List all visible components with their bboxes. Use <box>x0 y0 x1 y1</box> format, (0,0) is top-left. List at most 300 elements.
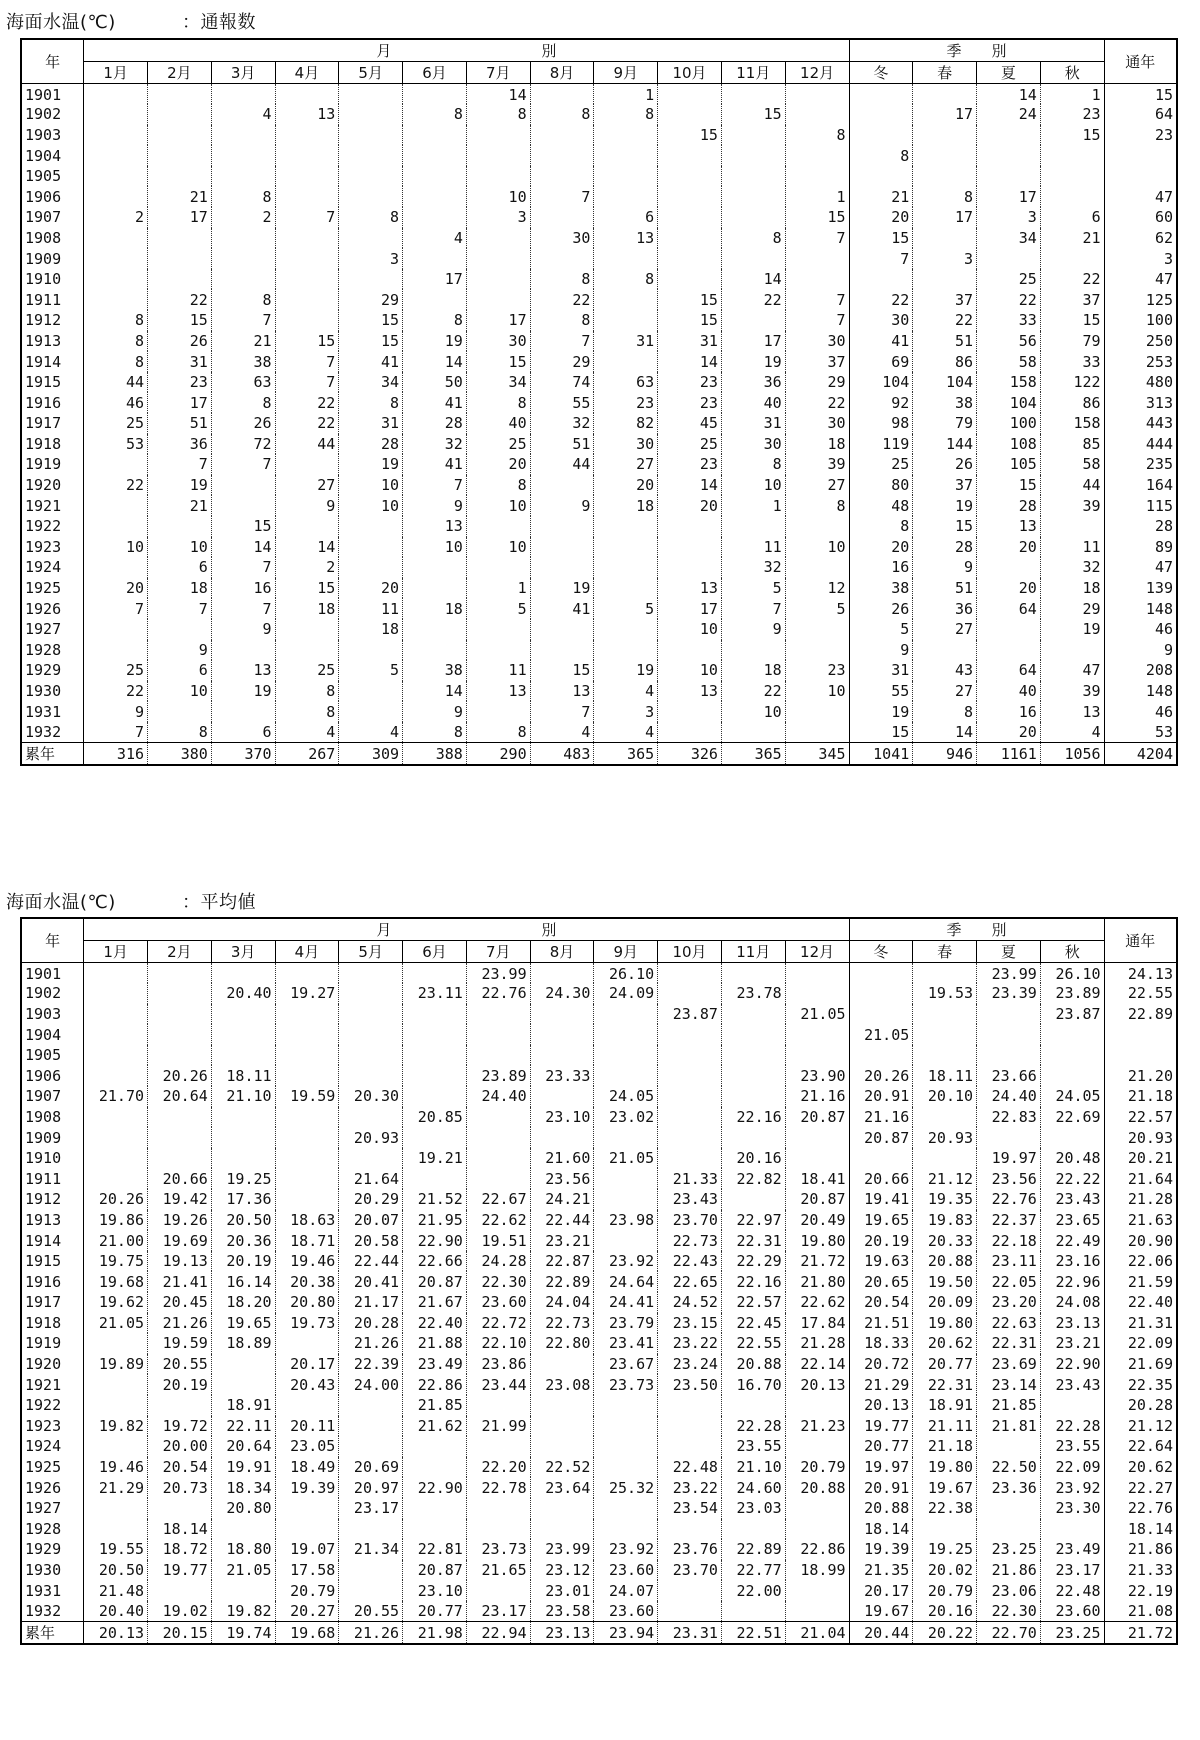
season-cell: 17 <box>913 207 977 228</box>
year-cell: 1905 <box>21 166 84 187</box>
month-cell: 51 <box>148 413 212 434</box>
month-cell: 7 <box>211 557 275 578</box>
month-cell: 20.30 <box>339 1086 403 1107</box>
month-cell: 25.32 <box>594 1477 658 1498</box>
month-cell: 13 <box>594 228 658 249</box>
month-cell <box>530 1127 594 1148</box>
month-cell <box>148 1395 212 1416</box>
month-cell: 8 <box>211 186 275 207</box>
season-cell: 21.86 <box>977 1560 1041 1581</box>
season-cell: 20.66 <box>849 1168 913 1189</box>
month-cell: 22.51 <box>721 1622 785 1645</box>
season-cell <box>913 1024 977 1045</box>
year-cell: 1922 <box>21 1395 84 1416</box>
season-cell <box>977 557 1041 578</box>
month-cell: 30 <box>594 434 658 455</box>
month-cell <box>721 1086 785 1107</box>
season-header: 春 <box>913 62 977 84</box>
month-cell <box>658 145 722 166</box>
annual-cell: 47 <box>1104 269 1177 290</box>
month-cell: 18.80 <box>211 1539 275 1560</box>
month-cell: 63 <box>211 372 275 393</box>
month-header: 7月 <box>466 62 530 84</box>
table-row <box>21 1560 1177 1581</box>
year-cell: 1913 <box>21 1210 84 1231</box>
month-cell: 21.28 <box>785 1333 849 1354</box>
month-cell: 18.89 <box>211 1333 275 1354</box>
month-cell: 20.93 <box>339 1127 403 1148</box>
month-cell <box>275 1024 339 1045</box>
annual-cell: 100 <box>1104 310 1177 331</box>
season-cell: 23.17 <box>1040 1560 1104 1581</box>
table-row <box>21 125 1177 146</box>
season-header: 冬 <box>849 941 913 963</box>
year-cell: 1914 <box>21 351 84 372</box>
month-cell <box>148 166 212 187</box>
month-cell: 9 <box>148 640 212 661</box>
month-cell <box>658 1580 722 1601</box>
season-cell: 23.43 <box>1040 1374 1104 1395</box>
year-cell: 1902 <box>21 983 84 1004</box>
table-row <box>21 1065 1177 1086</box>
month-cell: 5 <box>339 660 403 681</box>
month-cell <box>658 1045 722 1066</box>
season-cell <box>1040 186 1104 207</box>
month-cell: 8 <box>466 392 530 413</box>
month-cell <box>275 454 339 475</box>
month-cell: 39 <box>785 454 849 475</box>
month-cell: 22.45 <box>721 1313 785 1334</box>
annual-cell: 22.89 <box>1104 1004 1177 1025</box>
month-cell: 31 <box>594 331 658 352</box>
month-cell: 19.13 <box>148 1251 212 1272</box>
month-cell <box>403 84 467 105</box>
season-cell: 21.29 <box>849 1374 913 1395</box>
season-cell: 21.12 <box>913 1168 977 1189</box>
annual-cell: 23 <box>1104 125 1177 146</box>
annual-cell: 60 <box>1104 207 1177 228</box>
month-cell: 21.05 <box>594 1148 658 1169</box>
month-group-header: 月 別 <box>84 39 849 62</box>
table-row <box>21 537 1177 558</box>
month-cell: 23.17 <box>466 1601 530 1622</box>
month-cell: 23.43 <box>658 1189 722 1210</box>
month-cell: 19.59 <box>148 1333 212 1354</box>
annual-cell: 164 <box>1104 475 1177 496</box>
table-row <box>21 1416 1177 1437</box>
month-cell: 2 <box>84 207 148 228</box>
month-cell <box>530 1086 594 1107</box>
season-cell: 20.65 <box>849 1271 913 1292</box>
month-cell <box>785 1580 849 1601</box>
season-header: 秋 <box>1040 62 1104 84</box>
month-cell: 7 <box>84 598 148 619</box>
month-cell: 27 <box>785 475 849 496</box>
month-cell: 23.99 <box>466 963 530 984</box>
season-cell: 15 <box>849 228 913 249</box>
season-cell: 85 <box>1040 434 1104 455</box>
year-cell: 1914 <box>21 1230 84 1251</box>
season-cell: 20.26 <box>849 1065 913 1086</box>
month-cell: 10 <box>785 537 849 558</box>
month-cell <box>785 1127 849 1148</box>
means-title-text: 海面水温(℃) <box>6 892 116 913</box>
month-cell: 19.46 <box>275 1251 339 1272</box>
month-cell <box>721 516 785 537</box>
annual-cell: 444 <box>1104 434 1177 455</box>
month-cell: 22.97 <box>721 1210 785 1231</box>
annual-cell: 47 <box>1104 186 1177 207</box>
annual-cell: 20.21 <box>1104 1148 1177 1169</box>
table-row <box>21 1148 1177 1169</box>
month-cell <box>721 1127 785 1148</box>
month-cell: 13 <box>275 104 339 125</box>
month-cell: 22.00 <box>721 1580 785 1601</box>
month-cell: 22.89 <box>530 1271 594 1292</box>
month-cell: 10 <box>466 186 530 207</box>
season-cell: 20.88 <box>849 1498 913 1519</box>
month-cell: 18.49 <box>275 1457 339 1478</box>
month-cell: 21.65 <box>466 1560 530 1581</box>
month-cell: 19.68 <box>84 1271 148 1292</box>
month-cell: 8 <box>530 269 594 290</box>
month-cell: 24.21 <box>530 1189 594 1210</box>
month-cell: 15 <box>658 289 722 310</box>
month-cell: 21.34 <box>339 1539 403 1560</box>
month-cell <box>721 722 785 743</box>
season-cell: 23.11 <box>977 1251 1041 1272</box>
season-cell <box>977 145 1041 166</box>
month-cell: 9 <box>530 495 594 516</box>
month-cell <box>466 1148 530 1169</box>
month-cell <box>339 1416 403 1437</box>
month-cell <box>211 1127 275 1148</box>
month-cell <box>658 269 722 290</box>
month-cell <box>148 1580 212 1601</box>
month-cell: 72 <box>211 434 275 455</box>
month-cell: 23.79 <box>594 1313 658 1334</box>
season-cell <box>913 1045 977 1066</box>
month-cell: 10 <box>466 537 530 558</box>
month-cell: 17 <box>148 392 212 413</box>
month-cell: 22.86 <box>785 1539 849 1560</box>
month-cell: 55 <box>530 392 594 413</box>
month-cell: 8 <box>211 392 275 413</box>
year-cell: 1907 <box>21 1086 84 1107</box>
month-cell <box>658 1436 722 1457</box>
month-cell: 19.26 <box>148 1210 212 1231</box>
month-cell <box>211 1354 275 1375</box>
season-cell <box>1040 166 1104 187</box>
month-cell <box>530 963 594 984</box>
year-cell: 1930 <box>21 681 84 702</box>
month-cell: 20.97 <box>339 1477 403 1498</box>
month-cell: 23.21 <box>530 1230 594 1251</box>
season-cell: 19.97 <box>977 1148 1041 1169</box>
month-cell: 21.70 <box>84 1086 148 1107</box>
season-cell: 32 <box>1040 557 1104 578</box>
season-cell: 20.87 <box>849 1127 913 1148</box>
month-cell <box>84 1107 148 1128</box>
annual-cell: 22.55 <box>1104 983 1177 1004</box>
month-cell <box>466 1127 530 1148</box>
month-cell: 45 <box>658 413 722 434</box>
month-cell: 14 <box>658 475 722 496</box>
month-cell <box>530 1436 594 1457</box>
month-cell <box>339 1065 403 1086</box>
season-cell: 20.79 <box>913 1580 977 1601</box>
month-cell: 30 <box>785 331 849 352</box>
table-row <box>21 1395 1177 1416</box>
season-cell <box>913 1519 977 1540</box>
month-cell: 19.39 <box>275 1477 339 1498</box>
table-row <box>21 392 1177 413</box>
year-cell: 1918 <box>21 434 84 455</box>
month-cell <box>339 681 403 702</box>
month-header: 12月 <box>785 62 849 84</box>
means-subtitle: ：平均値 <box>182 892 256 913</box>
season-cell: 23.16 <box>1040 1251 1104 1272</box>
month-cell: 22 <box>148 289 212 310</box>
season-cell: 11 <box>1040 537 1104 558</box>
annual-cell: 21.12 <box>1104 1416 1177 1437</box>
month-cell: 19.65 <box>211 1313 275 1334</box>
month-cell: 28 <box>339 434 403 455</box>
month-cell <box>594 619 658 640</box>
month-cell <box>530 1045 594 1066</box>
season-cell: 20 <box>977 537 1041 558</box>
month-cell <box>84 1148 148 1169</box>
month-cell <box>594 166 658 187</box>
month-cell <box>275 310 339 331</box>
season-cell: 37 <box>913 475 977 496</box>
season-cell: 20.91 <box>849 1477 913 1498</box>
month-cell: 20.13 <box>785 1374 849 1395</box>
year-cell: 1929 <box>21 660 84 681</box>
month-cell: 27 <box>594 454 658 475</box>
month-cell: 23.22 <box>658 1333 722 1354</box>
table-row <box>21 228 1177 249</box>
month-cell <box>658 1127 722 1148</box>
month-cell: 22.80 <box>530 1333 594 1354</box>
month-cell <box>84 1395 148 1416</box>
month-cell: 21 <box>148 186 212 207</box>
season-cell: 19.53 <box>913 983 977 1004</box>
month-cell <box>721 310 785 331</box>
season-cell: 23.30 <box>1040 1498 1104 1519</box>
season-cell: 16 <box>849 557 913 578</box>
month-cell <box>84 289 148 310</box>
month-cell: 24.64 <box>594 1271 658 1292</box>
month-cell <box>658 1416 722 1437</box>
counts-body <box>21 84 1177 766</box>
month-cell <box>339 1024 403 1045</box>
month-cell: 21 <box>211 331 275 352</box>
month-cell <box>530 166 594 187</box>
month-cell <box>84 1168 148 1189</box>
month-cell <box>211 1107 275 1128</box>
month-cell: 23.31 <box>658 1622 722 1645</box>
annual-cell: 46 <box>1104 701 1177 722</box>
month-cell: 22.14 <box>785 1354 849 1375</box>
month-cell: 14 <box>275 537 339 558</box>
means-subheader-row <box>21 941 1177 963</box>
month-cell: 388 <box>403 743 467 766</box>
month-cell <box>785 269 849 290</box>
month-cell <box>466 557 530 578</box>
month-cell: 23.41 <box>594 1333 658 1354</box>
month-cell: 46 <box>84 392 148 413</box>
year-cell: 1917 <box>21 1292 84 1313</box>
year-cell: 1910 <box>21 269 84 290</box>
month-cell: 309 <box>339 743 403 766</box>
annual-cell: 15 <box>1104 84 1177 105</box>
month-cell <box>785 1436 849 1457</box>
season-cell <box>977 1004 1041 1025</box>
season-cell: 23.60 <box>1040 1601 1104 1622</box>
month-cell: 7 <box>148 598 212 619</box>
annual-cell: 89 <box>1104 537 1177 558</box>
month-cell: 21.04 <box>785 1622 849 1645</box>
table-row <box>21 1271 1177 1292</box>
season-cell: 19.83 <box>913 1210 977 1231</box>
month-cell <box>785 722 849 743</box>
season-header: 秋 <box>1040 941 1104 963</box>
month-cell: 290 <box>466 743 530 766</box>
year-cell: 1911 <box>21 289 84 310</box>
month-cell: 22.44 <box>530 1210 594 1231</box>
year-cell: 1925 <box>21 1457 84 1478</box>
month-cell <box>594 1457 658 1478</box>
month-cell <box>84 186 148 207</box>
annual-cell: 21.08 <box>1104 1601 1177 1622</box>
month-cell <box>275 248 339 269</box>
month-cell: 34 <box>466 372 530 393</box>
month-cell: 8 <box>275 701 339 722</box>
table-row <box>21 1519 1177 1540</box>
season-cell: 20.77 <box>913 1354 977 1375</box>
season-cell: 22.83 <box>977 1107 1041 1128</box>
month-cell <box>84 1127 148 1148</box>
month-cell <box>84 516 148 537</box>
month-cell <box>84 1045 148 1066</box>
month-cell: 13 <box>658 578 722 599</box>
season-cell: 51 <box>913 331 977 352</box>
month-cell: 27 <box>275 475 339 496</box>
season-cell: 21 <box>1040 228 1104 249</box>
season-cell: 20.77 <box>849 1436 913 1457</box>
month-cell: 16 <box>211 578 275 599</box>
month-cell: 7 <box>530 186 594 207</box>
month-cell: 15 <box>339 331 403 352</box>
month-cell <box>84 1065 148 1086</box>
total-label: 累年 <box>21 743 84 766</box>
month-cell: 13 <box>658 681 722 702</box>
season-header: 夏 <box>977 62 1041 84</box>
month-cell: 345 <box>785 743 849 766</box>
table-row <box>21 454 1177 475</box>
annual-cell: 4204 <box>1104 743 1177 766</box>
month-cell <box>594 1416 658 1437</box>
month-cell: 8 <box>466 475 530 496</box>
month-cell: 74 <box>530 372 594 393</box>
month-cell: 23.02 <box>594 1107 658 1128</box>
month-cell: 19.91 <box>211 1457 275 1478</box>
month-cell: 21.98 <box>403 1622 467 1645</box>
month-cell <box>148 248 212 269</box>
month-header: 10月 <box>658 941 722 963</box>
month-cell: 21.26 <box>339 1333 403 1354</box>
month-cell: 20.19 <box>148 1374 212 1395</box>
month-cell <box>84 1498 148 1519</box>
month-cell: 19.86 <box>84 1210 148 1231</box>
month-cell: 23.22 <box>658 1477 722 1498</box>
season-cell: 22.96 <box>1040 1271 1104 1292</box>
month-cell <box>594 248 658 269</box>
month-cell <box>211 1004 275 1025</box>
month-cell: 21.16 <box>785 1086 849 1107</box>
season-cell: 8 <box>849 145 913 166</box>
month-header: 8月 <box>530 62 594 84</box>
month-cell: 24.40 <box>466 1086 530 1107</box>
month-cell: 38 <box>403 660 467 681</box>
season-cell: 48 <box>849 495 913 516</box>
month-cell <box>275 1004 339 1025</box>
month-cell: 7 <box>275 207 339 228</box>
month-cell: 41 <box>530 598 594 619</box>
month-cell: 14 <box>403 351 467 372</box>
month-cell: 31 <box>658 331 722 352</box>
year-cell: 1921 <box>21 1374 84 1395</box>
season-cell: 22.38 <box>913 1498 977 1519</box>
month-cell <box>721 640 785 661</box>
season-cell <box>913 145 977 166</box>
annual-cell: 148 <box>1104 598 1177 619</box>
month-cell: 22.16 <box>721 1107 785 1128</box>
month-header: 11月 <box>721 62 785 84</box>
month-cell <box>211 248 275 269</box>
month-cell <box>721 166 785 187</box>
month-cell: 23.17 <box>339 1498 403 1519</box>
month-cell: 22.77 <box>721 1560 785 1581</box>
season-cell: 20 <box>977 722 1041 743</box>
annual-cell: 443 <box>1104 413 1177 434</box>
month-cell: 23.73 <box>466 1539 530 1560</box>
month-cell: 22.82 <box>721 1168 785 1189</box>
month-cell: 18.91 <box>211 1395 275 1416</box>
year-cell: 1920 <box>21 475 84 496</box>
season-cell <box>977 248 1041 269</box>
month-cell <box>658 228 722 249</box>
month-cell <box>530 1024 594 1045</box>
month-cell: 38 <box>211 351 275 372</box>
table-row <box>21 1045 1177 1066</box>
month-cell: 25 <box>84 413 148 434</box>
season-cell <box>977 166 1041 187</box>
month-cell: 21.00 <box>84 1230 148 1251</box>
season-cell: 3 <box>977 207 1041 228</box>
month-cell <box>339 1519 403 1540</box>
month-cell: 29 <box>785 372 849 393</box>
month-cell: 9 <box>403 495 467 516</box>
month-cell <box>658 1065 722 1086</box>
table-row <box>21 1354 1177 1375</box>
year-cell: 1927 <box>21 619 84 640</box>
month-cell: 19.02 <box>148 1601 212 1622</box>
total-row <box>21 743 1177 766</box>
month-cell: 8 <box>721 454 785 475</box>
season-cell <box>913 84 977 105</box>
